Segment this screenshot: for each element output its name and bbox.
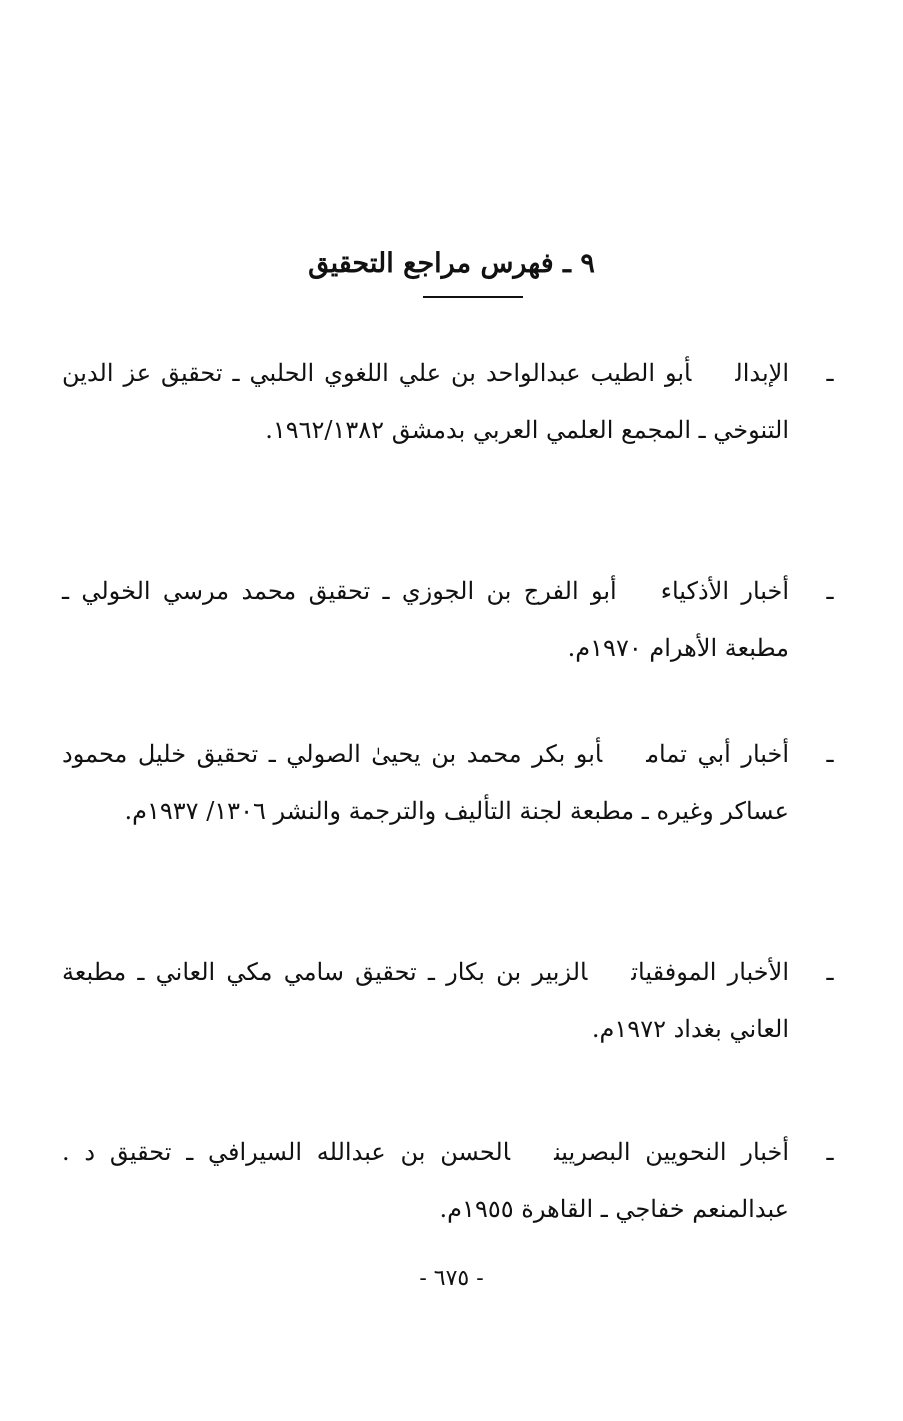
entry-text xyxy=(62,1124,789,1238)
reference-entry xyxy=(62,563,841,677)
entry-dash: ـ xyxy=(826,740,834,768)
entry-text xyxy=(62,944,789,1058)
page-heading: ٩ ـ فهرس مراجع التحقيق xyxy=(308,248,595,279)
entry-details: الحسن بن عبدالله السيرافي ـ تحقيق د . عبدالمنعم خفاجي ـ القاهرة ١٩٥٥م. xyxy=(62,1138,789,1223)
entry-title: أخبار النحويين البصريين xyxy=(554,1138,790,1166)
entry-details: أبو الفرج بن الجوزي ـ تحقيق محمد مرسي الخولي ـ مطبعة الأهرام ١٩٧٠م. xyxy=(62,577,789,662)
entry-title: أخبار الأذكياء xyxy=(660,577,789,605)
entry-dash: ـ xyxy=(826,958,834,986)
entry-details: الزبير بن بكار ـ تحقيق سامي مكي العاني ـ مطبعة العاني بغداد ١٩٧٢م. xyxy=(62,958,789,1043)
entry-text xyxy=(62,563,789,677)
reference-entry xyxy=(62,345,841,459)
entry-text xyxy=(62,726,789,840)
entry-details: أبو بكر محمد بن يحيىٰ الصولي ـ تحقيق خليل محمود عساكر وغيره ـ مطبعة لجنة التأليف والترجمة والنشر ١٣٠٦/ ١٩٣٧م. xyxy=(62,740,789,825)
entry-title: الأخبار الموفقيات xyxy=(631,958,789,986)
heading-underline xyxy=(423,296,523,298)
reference-entry xyxy=(62,726,841,840)
entry-dash: ـ xyxy=(826,577,834,605)
entry-dash: ـ xyxy=(826,1138,834,1166)
entry-details: أبو الطيب عبدالواحد بن علي اللغوي الحلبي ـ تحقيق عز الدين التنوخي ـ المجمع العلمي العربي بدمشق ١٩٦٢/١٣٨٢. xyxy=(62,359,789,444)
entry-title: الإبدال xyxy=(735,359,789,387)
page-number: - ٦٧٥ - xyxy=(419,1266,484,1291)
reference-entry xyxy=(62,1124,841,1238)
entry-text xyxy=(62,345,789,459)
entry-dash: ـ xyxy=(826,359,834,387)
entry-title: أخبار أبي تمام xyxy=(646,740,789,768)
reference-entry xyxy=(62,944,841,1058)
